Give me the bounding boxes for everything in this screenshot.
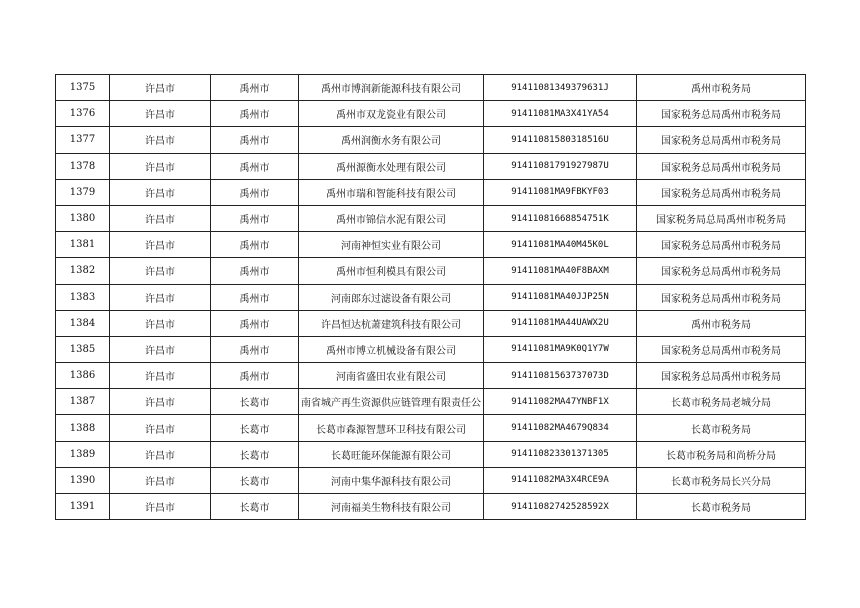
county-cell: 长葛市 — [211, 389, 299, 415]
row-number-cell: 1376 — [56, 101, 110, 127]
row-number-cell: 1391 — [56, 494, 110, 520]
tax-office-cell: 禹州市税务局 — [637, 75, 806, 101]
table-row — [56, 415, 806, 441]
city-cell: 许昌市 — [110, 153, 211, 179]
city-cell: 许昌市 — [110, 467, 211, 493]
city-cell: 许昌市 — [110, 494, 211, 520]
tax-office-cell: 长葛市税务局 — [637, 415, 806, 441]
tax-office-cell: 国家税务总局禹州市税务局 — [637, 336, 806, 362]
row-number-cell: 1381 — [56, 232, 110, 258]
table-row — [56, 467, 806, 493]
tax-office-cell: 国家税务总局禹州市税务局 — [637, 284, 806, 310]
county-cell: 禹州市 — [211, 232, 299, 258]
city-cell: 许昌市 — [110, 258, 211, 284]
credit-code-cell: 91411081MA40JJP25N — [484, 284, 637, 310]
table-row — [56, 284, 806, 310]
company-name-cell: 长葛市森源智慧环卫科技有限公司 — [299, 415, 484, 441]
credit-code-cell: 91411081MA9FBKYF03 — [484, 179, 637, 205]
table-row — [56, 153, 806, 179]
county-cell: 禹州市 — [211, 127, 299, 153]
table-row — [56, 258, 806, 284]
city-cell: 许昌市 — [110, 363, 211, 389]
company-name-cell: 禹州市锦信水泥有限公司 — [299, 205, 484, 231]
row-number-cell: 1389 — [56, 441, 110, 467]
table-row — [56, 127, 806, 153]
table-row — [56, 363, 806, 389]
company-name-cell: 河南郎东过滤设备有限公司 — [299, 284, 484, 310]
company-name-cell: 禹州源衡水处理有限公司 — [299, 153, 484, 179]
credit-code-cell: 91411081580318516U — [484, 127, 637, 153]
credit-code-cell: 91411081563737073D — [484, 363, 637, 389]
company-name-cell: 长葛旺能环保能源有限公司 — [299, 441, 484, 467]
county-cell: 禹州市 — [211, 336, 299, 362]
county-cell: 禹州市 — [211, 205, 299, 231]
credit-code-cell: 91411081MA44UAWX2U — [484, 310, 637, 336]
tax-office-cell: 国家税务总局禹州市税务局 — [637, 153, 806, 179]
city-cell: 许昌市 — [110, 101, 211, 127]
tax-office-cell: 国家税务总局禹州市税务局 — [637, 101, 806, 127]
city-cell: 许昌市 — [110, 75, 211, 101]
county-cell: 长葛市 — [211, 467, 299, 493]
credit-code-cell: 91411081MA40M45K0L — [484, 232, 637, 258]
company-name-cell: 禹州市博润新能源科技有限公司 — [299, 75, 484, 101]
row-number-cell: 1387 — [56, 389, 110, 415]
credit-code-cell: 91411082MA47YNBF1X — [484, 389, 637, 415]
tax-office-cell: 国家税务局总局禹州市税务局 — [637, 205, 806, 231]
county-cell: 禹州市 — [211, 101, 299, 127]
tax-office-cell: 国家税务总局禹州市税务局 — [637, 232, 806, 258]
county-cell: 长葛市 — [211, 494, 299, 520]
county-cell: 禹州市 — [211, 179, 299, 205]
row-number-cell: 1384 — [56, 310, 110, 336]
city-cell: 许昌市 — [110, 179, 211, 205]
city-cell: 许昌市 — [110, 127, 211, 153]
county-cell: 长葛市 — [211, 441, 299, 467]
row-number-cell: 1385 — [56, 336, 110, 362]
company-name-cell: 禹州市博立机械设备有限公司 — [299, 336, 484, 362]
company-name-cell: 禹州市双龙瓷业有限公司 — [299, 101, 484, 127]
tax-office-cell: 国家税务总局禹州市税务局 — [637, 363, 806, 389]
table-row — [56, 205, 806, 231]
credit-code-cell: 91411081MA3X41YA54 — [484, 101, 637, 127]
table-row — [56, 75, 806, 101]
tax-office-cell: 国家税务总局禹州市税务局 — [637, 127, 806, 153]
tax-office-cell: 国家税务总局禹州市税务局 — [637, 179, 806, 205]
company-name-cell: 河南福美生物科技有限公司 — [299, 494, 484, 520]
company-name-cell: 南省城产再生资源供应链管理有限责任公 — [299, 389, 484, 415]
county-cell: 长葛市 — [211, 415, 299, 441]
tax-office-cell: 长葛市税务局 — [637, 494, 806, 520]
taxpayer-table — [55, 74, 806, 520]
row-number-cell: 1390 — [56, 467, 110, 493]
city-cell: 许昌市 — [110, 415, 211, 441]
county-cell: 禹州市 — [211, 153, 299, 179]
row-number-cell: 1380 — [56, 205, 110, 231]
table-row — [56, 179, 806, 205]
company-name-cell: 禹州市恒利模具有限公司 — [299, 258, 484, 284]
company-name-cell: 河南神恒实业有限公司 — [299, 232, 484, 258]
city-cell: 许昌市 — [110, 205, 211, 231]
county-cell: 禹州市 — [211, 363, 299, 389]
city-cell: 许昌市 — [110, 441, 211, 467]
credit-code-cell: 91411081MA40F8BAXM — [484, 258, 637, 284]
row-number-cell: 1382 — [56, 258, 110, 284]
table-row — [56, 389, 806, 415]
row-number-cell: 1375 — [56, 75, 110, 101]
credit-code-cell: 91411082MA3X4RCE9A — [484, 467, 637, 493]
row-number-cell: 1378 — [56, 153, 110, 179]
table-row — [56, 441, 806, 467]
row-number-cell: 1386 — [56, 363, 110, 389]
company-name-cell: 河南省盛田农业有限公司 — [299, 363, 484, 389]
credit-code-cell: 91411081MA9K0Q1Y7W — [484, 336, 637, 362]
company-name-cell: 禹州市瑞和智能科技有限公司 — [299, 179, 484, 205]
tax-office-cell: 禹州市税务局 — [637, 310, 806, 336]
tax-office-cell: 长葛市税务局和尚桥分局 — [637, 441, 806, 467]
credit-code-cell: 91411082MA4679Q834 — [484, 415, 637, 441]
row-number-cell: 1377 — [56, 127, 110, 153]
county-cell: 禹州市 — [211, 75, 299, 101]
table-row — [56, 336, 806, 362]
credit-code-cell: 91411081791927987U — [484, 153, 637, 179]
table-row — [56, 310, 806, 336]
county-cell: 禹州市 — [211, 284, 299, 310]
county-cell: 禹州市 — [211, 310, 299, 336]
city-cell: 许昌市 — [110, 336, 211, 362]
table-row — [56, 101, 806, 127]
credit-code-cell: 91411082742528592X — [484, 494, 637, 520]
company-name-cell: 禹州润衡水务有限公司 — [299, 127, 484, 153]
credit-code-cell: 914110823301371305 — [484, 441, 637, 467]
credit-code-cell: 91411081349379631J — [484, 75, 637, 101]
row-number-cell: 1379 — [56, 179, 110, 205]
row-number-cell: 1388 — [56, 415, 110, 441]
table-body — [56, 75, 806, 520]
city-cell: 许昌市 — [110, 284, 211, 310]
company-name-cell: 许昌恒达杭萧建筑科技有限公司 — [299, 310, 484, 336]
city-cell: 许昌市 — [110, 389, 211, 415]
table-row — [56, 494, 806, 520]
credit-code-cell: 91411081668854751K — [484, 205, 637, 231]
city-cell: 许昌市 — [110, 232, 211, 258]
company-name-cell: 河南中集华源科技有限公司 — [299, 467, 484, 493]
county-cell: 禹州市 — [211, 258, 299, 284]
tax-office-cell: 长葛市税务局老城分局 — [637, 389, 806, 415]
tax-office-cell: 长葛市税务局长兴分局 — [637, 467, 806, 493]
table-row — [56, 232, 806, 258]
row-number-cell: 1383 — [56, 284, 110, 310]
tax-office-cell: 国家税务总局禹州市税务局 — [637, 258, 806, 284]
city-cell: 许昌市 — [110, 310, 211, 336]
